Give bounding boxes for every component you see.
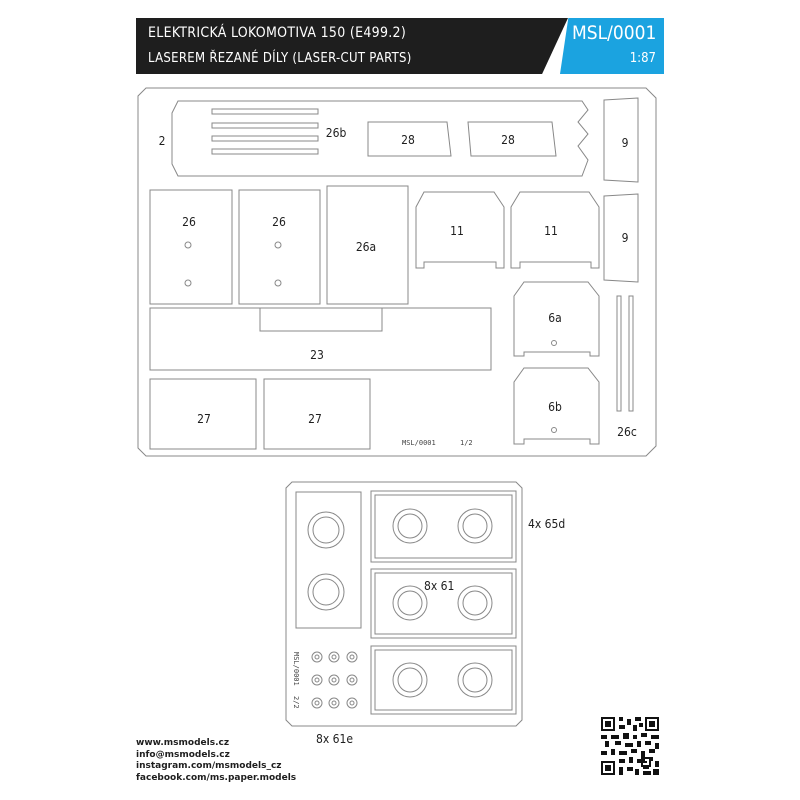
part-label-2: 2 — [158, 134, 166, 148]
sheet2-page: 2/2 — [292, 696, 300, 709]
part-label-6a: 6a — [548, 311, 562, 325]
sheet1-code: MSL/0001 — [402, 439, 436, 447]
website-link[interactable]: www.msmodels.cz — [136, 738, 230, 748]
part-label-27: 27 — [308, 412, 322, 426]
part-61e-group — [312, 652, 357, 708]
sheet1-frame — [138, 88, 656, 456]
part-label-26a: 26a — [355, 240, 377, 254]
part-label-65d: 4x 65d — [528, 517, 566, 531]
part-label-23: 23 — [310, 348, 324, 362]
part-26c-outline — [629, 296, 633, 411]
part-label-26: 26 — [182, 215, 196, 229]
part-label-26c: 26c — [617, 425, 637, 439]
email-link[interactable]: info@msmodels.cz — [136, 749, 230, 760]
part-label-11: 11 — [544, 224, 558, 238]
part-label-61: 8x 61 — [424, 579, 455, 593]
part-label-26b: 26b — [325, 126, 347, 140]
part-label-9: 9 — [621, 136, 629, 150]
qr-code — [601, 717, 659, 775]
part-label-61e: 8x 61e — [316, 732, 354, 746]
sheet2-code: MSL/0001 — [292, 652, 300, 686]
scale: 1:87 — [629, 51, 656, 66]
instagram-link[interactable]: instagram.com/msmodels_cz — [136, 761, 282, 771]
part-label-28: 28 — [501, 133, 515, 147]
part-label-6b: 6b — [548, 400, 562, 414]
slot — [212, 109, 318, 114]
slot — [212, 136, 318, 141]
slot — [212, 149, 318, 154]
slot — [212, 123, 318, 128]
sheet1-page: 1/2 — [460, 439, 473, 447]
part-2-outline — [172, 101, 588, 176]
contact-block — [136, 738, 296, 784]
facebook-link[interactable]: facebook.com/ms.paper.models — [136, 772, 297, 783]
part-label-27: 27 — [197, 412, 211, 426]
part-label-28: 28 — [401, 133, 415, 147]
subtitle: LASEREM ŘEZANÉ DÍLY (LASER-CUT PARTS) — [148, 51, 412, 66]
title: ELEKTRICKÁ LOKOMOTIVA 150 (E499.2) — [148, 25, 407, 41]
part-26-outline — [150, 190, 232, 304]
part-label-26: 26 — [272, 215, 286, 229]
part-label-9: 9 — [621, 231, 629, 245]
part-label-11: 11 — [450, 224, 464, 238]
part-26c-outline — [617, 296, 621, 411]
product-code: MSL/0001 — [572, 22, 657, 44]
